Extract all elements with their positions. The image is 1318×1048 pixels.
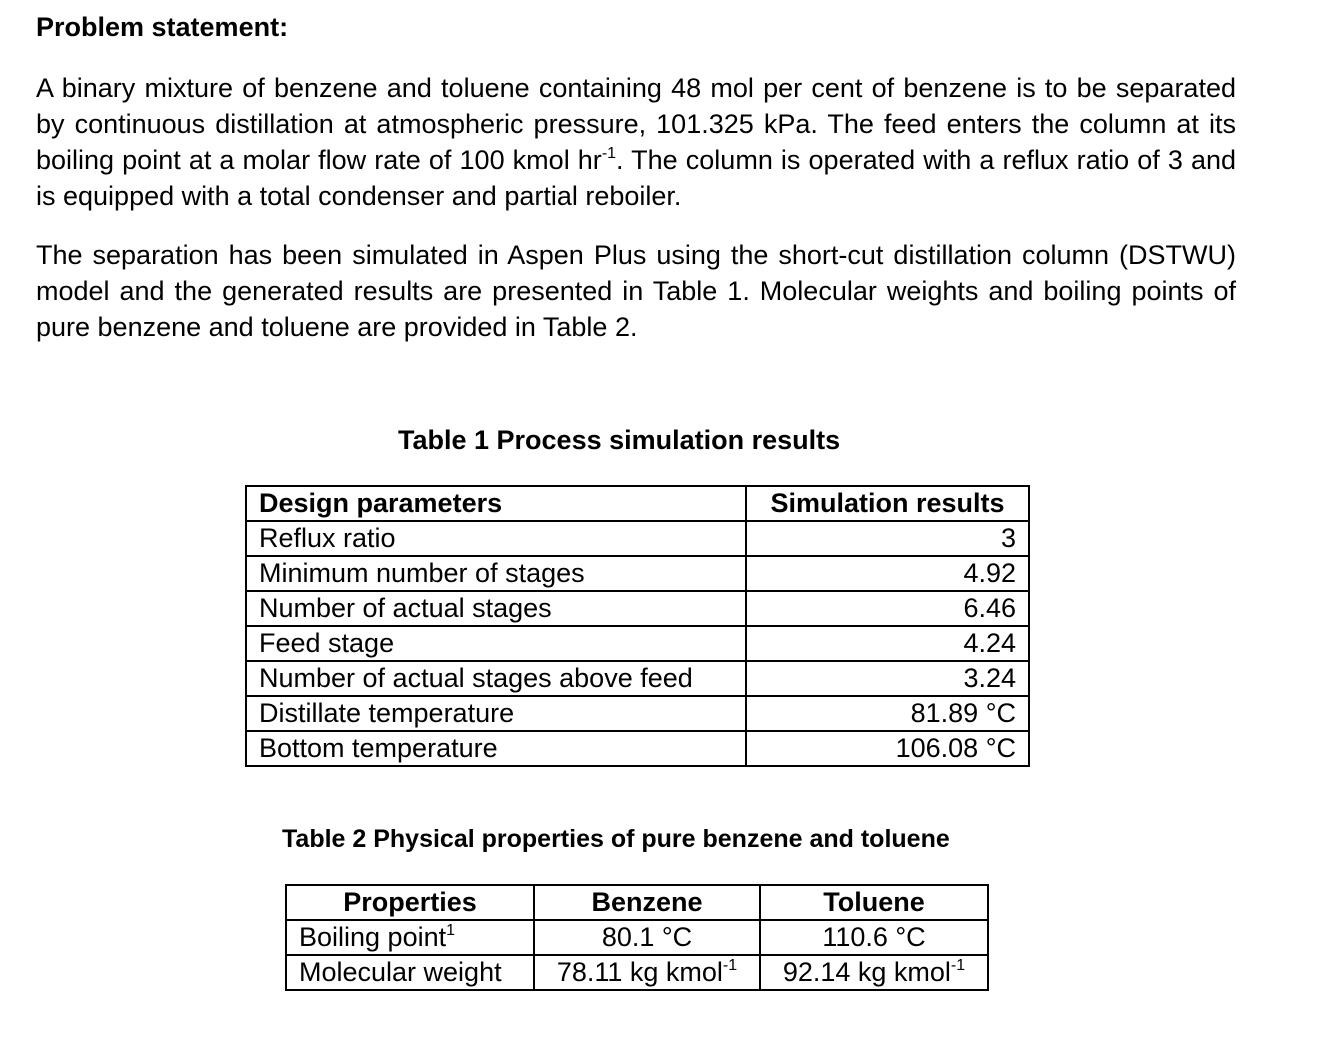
table-row (246, 696, 1029, 731)
table-row (246, 556, 1029, 591)
table-row (246, 521, 1029, 556)
table-header-row (286, 885, 988, 920)
column-header-simulation-results: Simulation results (746, 486, 1029, 521)
result-cell: 106.08 °C (746, 731, 1029, 766)
toluene-value-cell (760, 955, 988, 990)
process-simulation-table (245, 485, 1030, 767)
result-cell: 3.24 (746, 661, 1029, 696)
footnote-superscript: 1 (446, 922, 456, 939)
benzene-mw-value: 78.11 kg kmol (556, 957, 723, 987)
table-2-caption: Table 2 Physical properties of pure benzene and toluene (282, 825, 950, 853)
parameter-cell: Number of actual stages above feed (246, 661, 746, 696)
parameter-cell: Minimum number of stages (246, 556, 746, 591)
table-row (246, 626, 1029, 661)
result-cell: 6.46 (746, 591, 1029, 626)
parameter-cell: Reflux ratio (246, 521, 746, 556)
benzene-value-cell: 80.1 °C (534, 920, 760, 955)
paragraph-1-text-b: . The column is operated with a reflux ratio of 3 and is equipped with a total condenser and partial reboiler. (36, 145, 1237, 211)
table-row (246, 731, 1029, 766)
table-row (246, 661, 1029, 696)
result-cell: 81.89 °C (746, 696, 1029, 731)
property-cell: Molecular weight (286, 955, 534, 990)
problem-paragraph-1 (36, 70, 1236, 214)
parameter-cell: Distillate temperature (246, 696, 746, 731)
column-header-design-parameters: Design parameters (246, 486, 746, 521)
table-row (286, 920, 988, 955)
toluene-value-cell: 110.6 °C (760, 920, 988, 955)
result-cell: 4.92 (746, 556, 1029, 591)
benzene-value-cell (534, 955, 760, 990)
parameter-cell: Number of actual stages (246, 591, 746, 626)
table-row (246, 591, 1029, 626)
physical-properties-table (285, 884, 989, 991)
problem-paragraph-2: The separation has been simulated in Aspen Plus using the short-cut distillation column (DSTWU) model and the generated results are presented in Table 1. Molecular weights and boiling points of pure benzene and toluene are provided in Table 2. (36, 240, 1236, 342)
toluene-mw-value: 92.14 kg kmol (782, 957, 951, 987)
table-row (286, 955, 988, 990)
unit-superscript: -1 (950, 957, 966, 974)
unit-superscript: -1 (722, 957, 738, 974)
column-header-toluene: Toluene (760, 885, 988, 920)
column-header-benzene: Benzene (534, 885, 760, 920)
paragraph-1-text-a: A binary mixture of benzene and toluene containing 48 mol per cent of benzene is to be separated by continuous distillation at atmospheric pressure, 101.325 kPa. The feed enters the column at its boiling point at a molar flow rate of 100 kmol hr (36, 73, 1236, 175)
property-cell (286, 920, 534, 955)
paragraph-1-superscript: -1 (601, 145, 617, 162)
table-1-caption: Table 1 Process simulation results (398, 425, 841, 455)
parameter-cell: Bottom temperature (246, 731, 746, 766)
column-header-properties: Properties (286, 885, 534, 920)
page-heading: Problem statement: (36, 12, 289, 42)
result-cell: 4.24 (746, 626, 1029, 661)
table-header-row (246, 486, 1029, 521)
boiling-point-label: Boiling point (299, 922, 447, 952)
result-cell: 3 (746, 521, 1029, 556)
parameter-cell: Feed stage (246, 626, 746, 661)
